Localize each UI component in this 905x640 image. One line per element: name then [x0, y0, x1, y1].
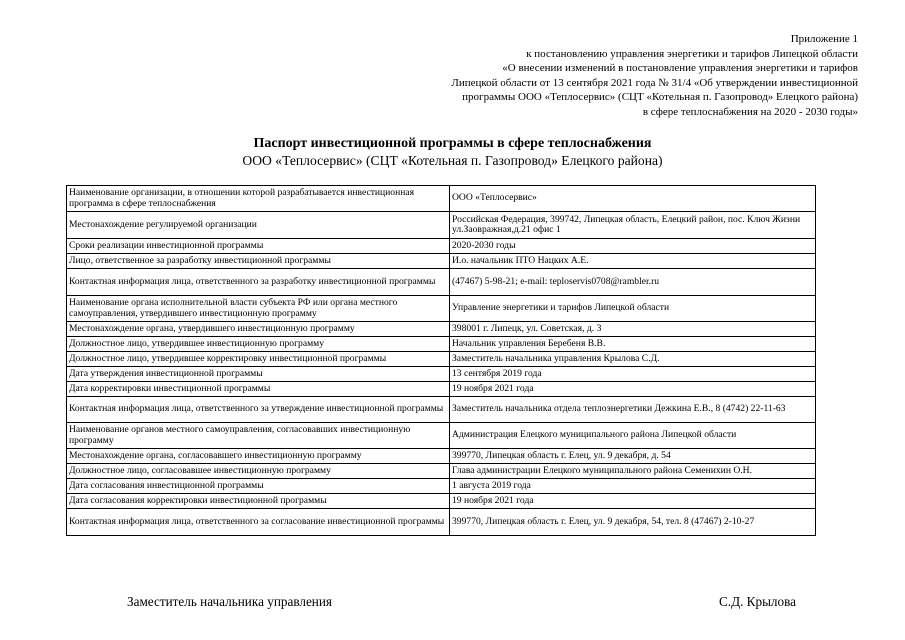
table-row — [67, 509, 816, 536]
appendix-line: к постановлению управления энергетики и тарифов Липецкой области — [526, 47, 858, 60]
row-label: Местонахождение регулируемой организации — [67, 212, 450, 239]
passport-table — [66, 185, 816, 536]
row-label: Дата согласования корректировки инвестиционной программы — [67, 494, 450, 509]
table-row — [67, 494, 816, 509]
table-row — [67, 269, 816, 296]
row-label: Должностное лицо, утвердившее инвестиционную программу — [67, 337, 450, 352]
row-label: Сроки реализации инвестиционной программы — [67, 239, 450, 254]
row-value: Заместитель начальника управления Крылова С.Д. — [450, 352, 816, 367]
table-row — [67, 186, 816, 212]
appendix-line: в сфере теплоснабжения на 2020 - 2030 годы» — [642, 105, 858, 118]
row-label: Лицо, ответственное за разработку инвестиционной программы — [67, 254, 450, 269]
appendix-line: «О внесении изменений в постановление управления энергетики и тарифов — [502, 62, 858, 75]
row-label: Должностное лицо, согласовавшее инвестиционную программу — [67, 464, 450, 479]
table-row — [67, 239, 816, 254]
row-value: 1 августа 2019 года — [450, 479, 816, 494]
row-value: Заместитель начальника отдела теплоэнергетики Дежкина Е.В., 8 (4742) 22-11-63 — [450, 397, 816, 423]
row-value: И.о. начальник ПТО Нацких А.Е. — [450, 254, 816, 269]
row-value: Управление энергетики и тарифов Липецкой области — [450, 296, 816, 322]
table-row — [67, 464, 816, 479]
signatory-name: С.Д. Крылова — [719, 594, 797, 609]
row-label: Дата корректировки инвестиционной программы — [67, 382, 450, 397]
row-label: Наименование органа исполнительной власти субъекта РФ или органа местного самоуправления, утвердившего инвестиционную программу — [67, 296, 450, 322]
row-label: Наименование органов местного самоуправления, согласовавших инвестиционную программу — [67, 423, 450, 449]
row-value: Администрация Елецкого муниципального района Липецкой области — [450, 423, 816, 449]
row-value: 2020-2030 годы — [450, 239, 816, 254]
table-row — [67, 397, 816, 423]
row-value: 19 ноября 2021 года — [450, 494, 816, 509]
row-label: Контактная информация лица, ответственного за утверждение инвестиционной программы — [67, 397, 450, 423]
table-row — [67, 479, 816, 494]
row-label: Должностное лицо, утвердившее корректировку инвестиционной программы — [67, 352, 450, 367]
row-value: 398001 г. Липецк, ул. Советская, д. 3 — [450, 322, 816, 337]
row-value: Российская Федерация, 399742, Липецкая область, Елецкий район, пос. Ключ Жизни ул.Заовражная,д.21 офис 1 — [450, 212, 816, 239]
table-row — [67, 382, 816, 397]
appendix-line: Липецкой области от 13 сентября 2021 года № 31/4 «Об утверждении инвестиционной — [451, 76, 858, 89]
row-value: Глава администрации Елецкого муниципального района Семенихин О.Н. — [450, 464, 816, 479]
table-row — [67, 337, 816, 352]
table-row — [67, 423, 816, 449]
document-subtitle: ООО «Теплосервис» (СЦТ «Котельная п. Газопровод» Елецкого района) — [242, 153, 663, 168]
table-row — [67, 212, 816, 239]
row-value: ООО «Теплосервис» — [450, 186, 816, 212]
row-label: Дата утверждения инвестиционной программы — [67, 367, 450, 382]
row-label: Наименование организации, в отношении которой разрабатывается инвестиционная программа в сфере теплоснабжения — [67, 186, 450, 212]
table-row — [67, 254, 816, 269]
table-row — [67, 352, 816, 367]
row-value: (47467) 5-98-21; e-mail: teploservis0708@rambler.ru — [450, 269, 816, 296]
table-row — [67, 367, 816, 382]
row-value: 399770, Липецкая область г. Елец, ул. 9 декабря, д. 54 — [450, 449, 816, 464]
row-value: 19 ноября 2021 года — [450, 382, 816, 397]
row-value: Начальник управления Беребеня В.В. — [450, 337, 816, 352]
appendix-line: Приложение 1 — [790, 33, 858, 45]
row-value: 13 сентября 2019 года — [450, 367, 816, 382]
row-label: Дата согласования инвестиционной программы — [67, 479, 450, 494]
signatory-position: Заместитель начальника управления — [127, 594, 332, 609]
table-row — [67, 449, 816, 464]
row-label: Контактная информация лица, ответственного за разработку инвестиционной программы — [67, 269, 450, 296]
row-label: Контактная информация лица, ответственного за согласование инвестиционной программы — [67, 509, 450, 536]
table-row — [67, 322, 816, 337]
row-value: 399770, Липецкая область г. Елец, ул. 9 декабря, 54, тел. 8 (47467) 2-10-27 — [450, 509, 816, 536]
appendix-header — [298, 32, 858, 120]
appendix-line: программы ООО «Теплосервис» (СЦТ «Котельная п. Газопровод» Елецкого района) — [462, 91, 858, 104]
row-label: Местонахождение органа, утвердившего инвестиционную программу — [67, 322, 450, 337]
row-label: Местонахождение органа, согласовавшего инвестиционную программу — [67, 449, 450, 464]
table-row — [67, 296, 816, 322]
document-title: Паспорт инвестиционной программы в сфере теплоснабжения — [253, 136, 652, 151]
